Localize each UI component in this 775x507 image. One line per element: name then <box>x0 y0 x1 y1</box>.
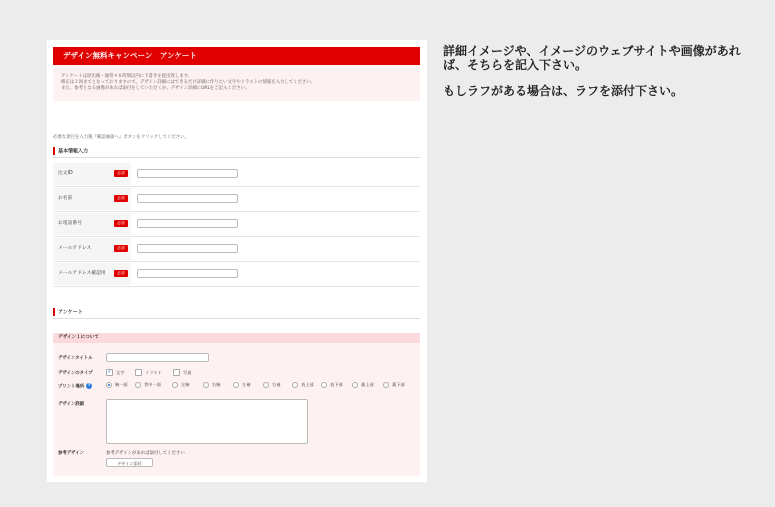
instruction-text: 必要な項目を入力後『確認画面へ』ボタンをクリックしてください。 <box>53 135 189 140</box>
print-option-left-sleeve[interactable] <box>233 382 250 388</box>
side-paragraph-2: もしラフがある場合は、ラフを添付下さい。 <box>443 84 684 98</box>
phone-input[interactable] <box>137 219 238 228</box>
field-row-phone <box>53 212 420 237</box>
attach-design-button[interactable]: デザイン添付 <box>106 458 153 467</box>
field-row-order-id <box>53 162 420 187</box>
survey-section-title <box>53 308 420 319</box>
order-id-input[interactable] <box>137 169 238 178</box>
campaign-banner: デザイン無料キャンペーン アンケート <box>53 47 420 65</box>
design-title-label: デザインタイトル <box>58 356 93 361</box>
notice-line-2: 修正は２回までとなっておりますので、デザイン詳細にはできるだけ詳細に作りたい文字やイラストの情報を入力してください。 <box>61 80 316 86</box>
type-option-illustration-label: イラスト <box>145 369 162 375</box>
name-label: お名前 <box>53 188 131 210</box>
survey-title-label: アンケート <box>58 309 83 316</box>
type-option-illustration[interactable] <box>135 369 162 376</box>
print-option-label: 左胸 <box>181 382 190 387</box>
radio-icon <box>321 382 327 388</box>
print-option-label: 背中一面 <box>144 382 161 387</box>
radio-icon <box>263 382 269 388</box>
design-title-input[interactable] <box>106 353 209 362</box>
side-explanation <box>443 44 763 110</box>
required-badge: 必須 <box>114 220 128 227</box>
required-badge: 必須 <box>114 170 128 177</box>
email-label: メールアドレス <box>53 238 131 260</box>
checkbox-icon <box>173 369 180 376</box>
help-icon[interactable]: ? <box>87 383 91 388</box>
print-option-label: 右袖 <box>272 382 281 387</box>
print-option-label: 裏下部 <box>392 382 405 387</box>
side-paragraph-1: 詳細イメージや、イメージのウェブサイトや画像があれば、そちらを記入下さい。 <box>443 44 741 72</box>
print-option-label: 胸一面 <box>115 382 128 387</box>
name-input[interactable] <box>137 194 238 203</box>
notice-box <box>53 65 420 101</box>
print-option-front-bottom[interactable] <box>321 382 343 388</box>
print-option-right-chest[interactable] <box>203 382 220 388</box>
field-row-email <box>53 237 420 262</box>
type-option-text[interactable] <box>106 369 124 376</box>
required-badge: 必須 <box>114 245 128 252</box>
print-option-left-chest[interactable] <box>172 382 189 388</box>
design-type-label: デザインのタイプ <box>58 371 93 376</box>
print-option-label: 表下部 <box>330 382 343 387</box>
print-location-label <box>58 383 92 390</box>
design1-body <box>53 343 420 476</box>
notice-line-3: また、参考となる画像があれば添付をしていただくか、デザイン詳細にURLをご記入ください。 <box>61 86 250 92</box>
form-panel <box>47 40 427 482</box>
basic-info-title-label: 基本情報入力 <box>58 148 89 155</box>
reference-design-label: 参考デザイン <box>58 451 85 456</box>
type-option-photo[interactable] <box>173 369 191 376</box>
print-option-right-sleeve[interactable] <box>263 382 280 388</box>
design-detail-textarea[interactable] <box>106 399 308 444</box>
radio-icon <box>172 382 178 388</box>
print-option-back[interactable] <box>135 382 161 388</box>
checkbox-checked-icon: ✓ <box>107 369 112 375</box>
radio-icon <box>233 382 239 388</box>
checkbox-icon <box>135 369 142 376</box>
email-confirm-input[interactable] <box>137 269 238 278</box>
radio-selected-icon <box>106 382 112 388</box>
email-input[interactable] <box>137 244 238 253</box>
radio-icon <box>135 382 141 388</box>
print-option-front-top[interactable] <box>292 382 314 388</box>
radio-icon <box>203 382 209 388</box>
field-row-email-confirm <box>53 262 420 287</box>
print-option-back-top[interactable] <box>352 382 374 388</box>
section-accent-bar <box>53 308 55 316</box>
field-row-name <box>53 187 420 212</box>
print-location-text: プリント場所 <box>58 384 85 390</box>
basic-info-section-title <box>53 147 420 158</box>
required-badge: 必須 <box>114 195 128 202</box>
reference-note: 参考デザインがあれば添付してください <box>106 451 185 456</box>
design-detail-label: デザイン詳細 <box>58 402 85 407</box>
radio-icon <box>383 382 389 388</box>
design1-heading: デザイン１について <box>53 333 420 343</box>
print-option-label: 左袖 <box>242 382 251 387</box>
print-option-label: 右胸 <box>212 382 221 387</box>
type-option-text-label: 文字 <box>116 369 125 375</box>
print-option-back-bottom[interactable] <box>383 382 405 388</box>
print-option-label: 表上部 <box>301 382 314 387</box>
email-confirm-label: メールアドレス確認用 <box>53 263 131 285</box>
print-option-label: 裏上部 <box>361 382 374 387</box>
section-accent-bar <box>53 147 55 155</box>
radio-icon <box>352 382 358 388</box>
type-option-photo-label: 写真 <box>183 369 192 375</box>
radio-icon <box>292 382 298 388</box>
required-badge: 必須 <box>114 270 128 277</box>
print-option-chest[interactable] <box>106 382 128 388</box>
notice-line-1: アンケートは原出後・通常４８時間以内に下書きを提出致します。 <box>61 74 193 79</box>
phone-label: お電話番号 <box>53 213 131 235</box>
order-id-label: 注文ID <box>53 163 131 185</box>
